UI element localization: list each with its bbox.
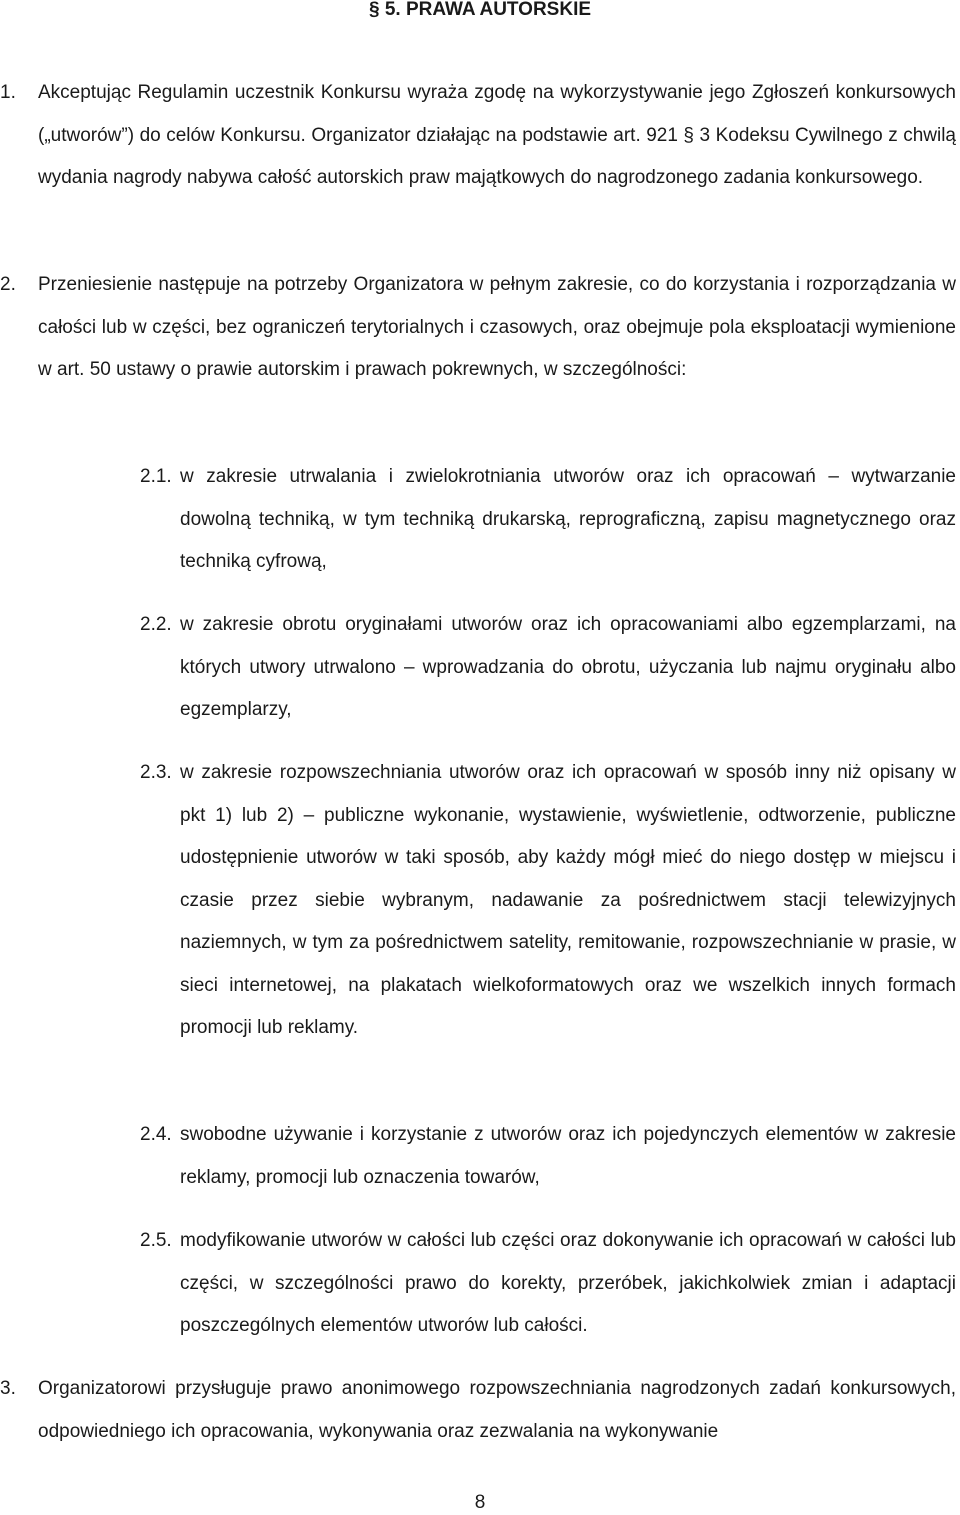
paragraph-text: Przeniesienie następuje na potrzeby Organizatora w pełnym zakresie, co do korzystania i rozporządzania w całości lub w części, bez ograniczeń terytorialnych i czasowych, oraz obejmuje pola eksploatacji wymienione w art. 50 ustawy o prawie autorskim i prawach pokrewnych, w szczególności: — [38, 274, 956, 380]
subpoint-number: 2.4. — [140, 1124, 172, 1145]
paragraph-number: 2. — [0, 274, 16, 295]
subpoint-text: w zakresie rozpowszechniania utworów oraz ich opracowań w sposób inny niż opisany w pkt 1) lub 2) – publiczne wykonanie, wystawienie, wyświetlenie, odtworzenie, publiczne udostępnienie utworów w taki sposób, aby każdy mógł mieć do niego dostęp w miejscu i czasie przez siebie wybranym, nadawanie za pośrednictwem stacji telewizyjnych naziemnych, w tym za pośrednictwem satelity, remitowanie, rozpowszechnianie w prasie, w sieci internetowej, na plakatach wielkoformatowych oraz we wszelkich innych formach promocji lub reklamy. — [180, 762, 956, 1038]
paragraph-2 — [0, 264, 960, 392]
subpoint-2-3 — [140, 752, 960, 1050]
subpoint-2-4 — [140, 1114, 960, 1199]
subpoint-text: swobodne używanie i korzystanie z utworów oraz ich pojedynczych elementów w zakresie reklamy, promocji lub oznaczenia towarów, — [180, 1124, 956, 1188]
subpoint-text: w zakresie utrwalania i zwielokrotniania utworów oraz ich opracowań – wytwarzanie dowolną techniką, w tym techniką drukarską, reprograficzną, zapisu magnetycznego oraz techniką cyfrową, — [180, 466, 956, 572]
subpoint-2-1 — [140, 456, 960, 584]
subpoint-2-2 — [140, 604, 960, 732]
subpoint-number: 2.3. — [140, 762, 172, 783]
subpoint-2-5 — [140, 1220, 960, 1348]
paragraph-1 — [0, 72, 960, 200]
subpoint-text: modyfikowanie utworów w całości lub części oraz dokonywanie ich opracowań w całości lub części, w szczególności prawo do korekty, przeróbek, jakichkolwiek zmian i adaptacji poszczególnych elementów utworów lub całości. — [180, 1230, 956, 1336]
subpoint-text: w zakresie obrotu oryginałami utworów oraz ich opracowaniami albo egzemplarzami, na których utwory utrwalono – wprowadzania do obrotu, użyczania lub najmu oryginału albo egzemplarzy, — [180, 614, 956, 720]
paragraph-3 — [0, 1368, 960, 1453]
paragraph-number: 1. — [0, 82, 16, 103]
paragraph-text: Organizatorowi przysługuje prawo anonimowego rozpowszechniania nagrodzonych zadań konkursowych, odpowiedniego ich opracowania, wykonywania oraz zezwalania na wykonywanie — [38, 1378, 956, 1442]
section-heading: § 5. PRAWA AUTORSKIE — [368, 0, 592, 20]
subpoint-number: 2.5. — [140, 1230, 172, 1251]
subpoint-number: 2.1. — [140, 466, 172, 487]
paragraph-number: 3. — [0, 1378, 16, 1399]
paragraph-text: Akceptując Regulamin uczestnik Konkursu wyraża zgodę na wykorzystywanie jego Zgłoszeń konkursowych („utworów”) do celów Konkursu. Organizator działając na podstawie art. 921 § 3 Kodeksu Cywilnego z chwilą wydania nagrody nabywa całość autorskich praw majątkowych do nagrodzonego zadania konkursowego. — [38, 82, 956, 188]
page-number: 8 — [474, 1492, 486, 1513]
subpoint-number: 2.2. — [140, 614, 172, 635]
